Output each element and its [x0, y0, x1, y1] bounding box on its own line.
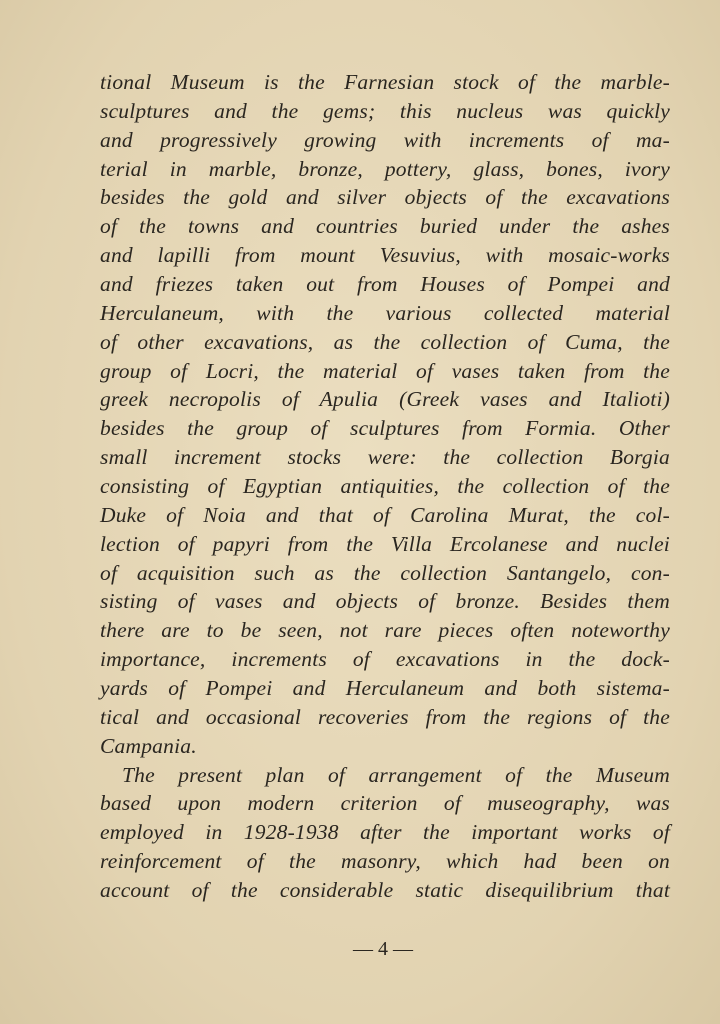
text-line: sculptures and the gems; this nucleus was quickly	[100, 98, 670, 123]
text-line: terial in marble, bronze, pottery, glass, bones, ivory	[100, 156, 670, 181]
text-line: small increment stocks were: the collection Borgia	[100, 445, 670, 470]
text-line: tical and occasional recoveries from the regions of the	[100, 704, 670, 729]
text-line: of other excavations, as the collection of Cuma, the	[100, 329, 670, 354]
text-line: tional Museum is the Farnesian stock of the marble-	[100, 70, 670, 94]
text-line: reinforcement of the masonry, which had been on	[100, 849, 670, 874]
text-line: account of the considerable static disequilibrium that	[100, 878, 670, 903]
text-line: Herculaneum, with the various collected material	[100, 300, 670, 325]
text-line: of acquisition such as the collection Santangelo, con-	[100, 560, 670, 585]
body-text	[100, 68, 670, 905]
text-line: of the towns and countries buried under the ashes	[100, 214, 670, 239]
text-line: Duke of Noia and that of Carolina Murat, the col-	[100, 502, 670, 527]
text-line: sisting of vases and objects of bronze. Besides them	[100, 589, 670, 614]
text-line: yards of Pompei and Herculaneum and both sistema-	[100, 676, 670, 701]
text-line: Campania.	[100, 733, 197, 758]
text-line: besides the gold and silver objects of the excavations	[100, 185, 670, 210]
text-line: and friezes taken out from Houses of Pompei and	[100, 272, 670, 297]
text-line: besides the group of sculptures from Formia. Other	[100, 416, 670, 441]
text-line: group of Locri, the material of vases taken from the	[100, 358, 670, 383]
text-line: based upon modern criterion of museography, was	[100, 791, 670, 816]
page-number: — 4 —	[353, 938, 413, 960]
text-line: lection of papyri from the Villa Ercolanese and nuclei	[100, 531, 670, 556]
text-line: consisting of Egyptian antiquities, the collection of the	[100, 474, 670, 499]
text-line: greek necropolis of Apulia (Greek vases and Italioti)	[100, 387, 670, 412]
text-line: there are to be seen, not rare pieces often noteworthy	[100, 618, 670, 643]
text-line: and lapilli from mount Vesuvius, with mosaic-works	[100, 243, 670, 268]
text-line: employed in 1928-1938 after the important works of	[100, 820, 670, 845]
text-line: and progressively growing with increments of ma-	[100, 127, 670, 152]
text-line: The present plan of arrangement of the Museum	[122, 762, 670, 787]
text-line: importance, increments of excavations in the dock-	[100, 647, 670, 672]
